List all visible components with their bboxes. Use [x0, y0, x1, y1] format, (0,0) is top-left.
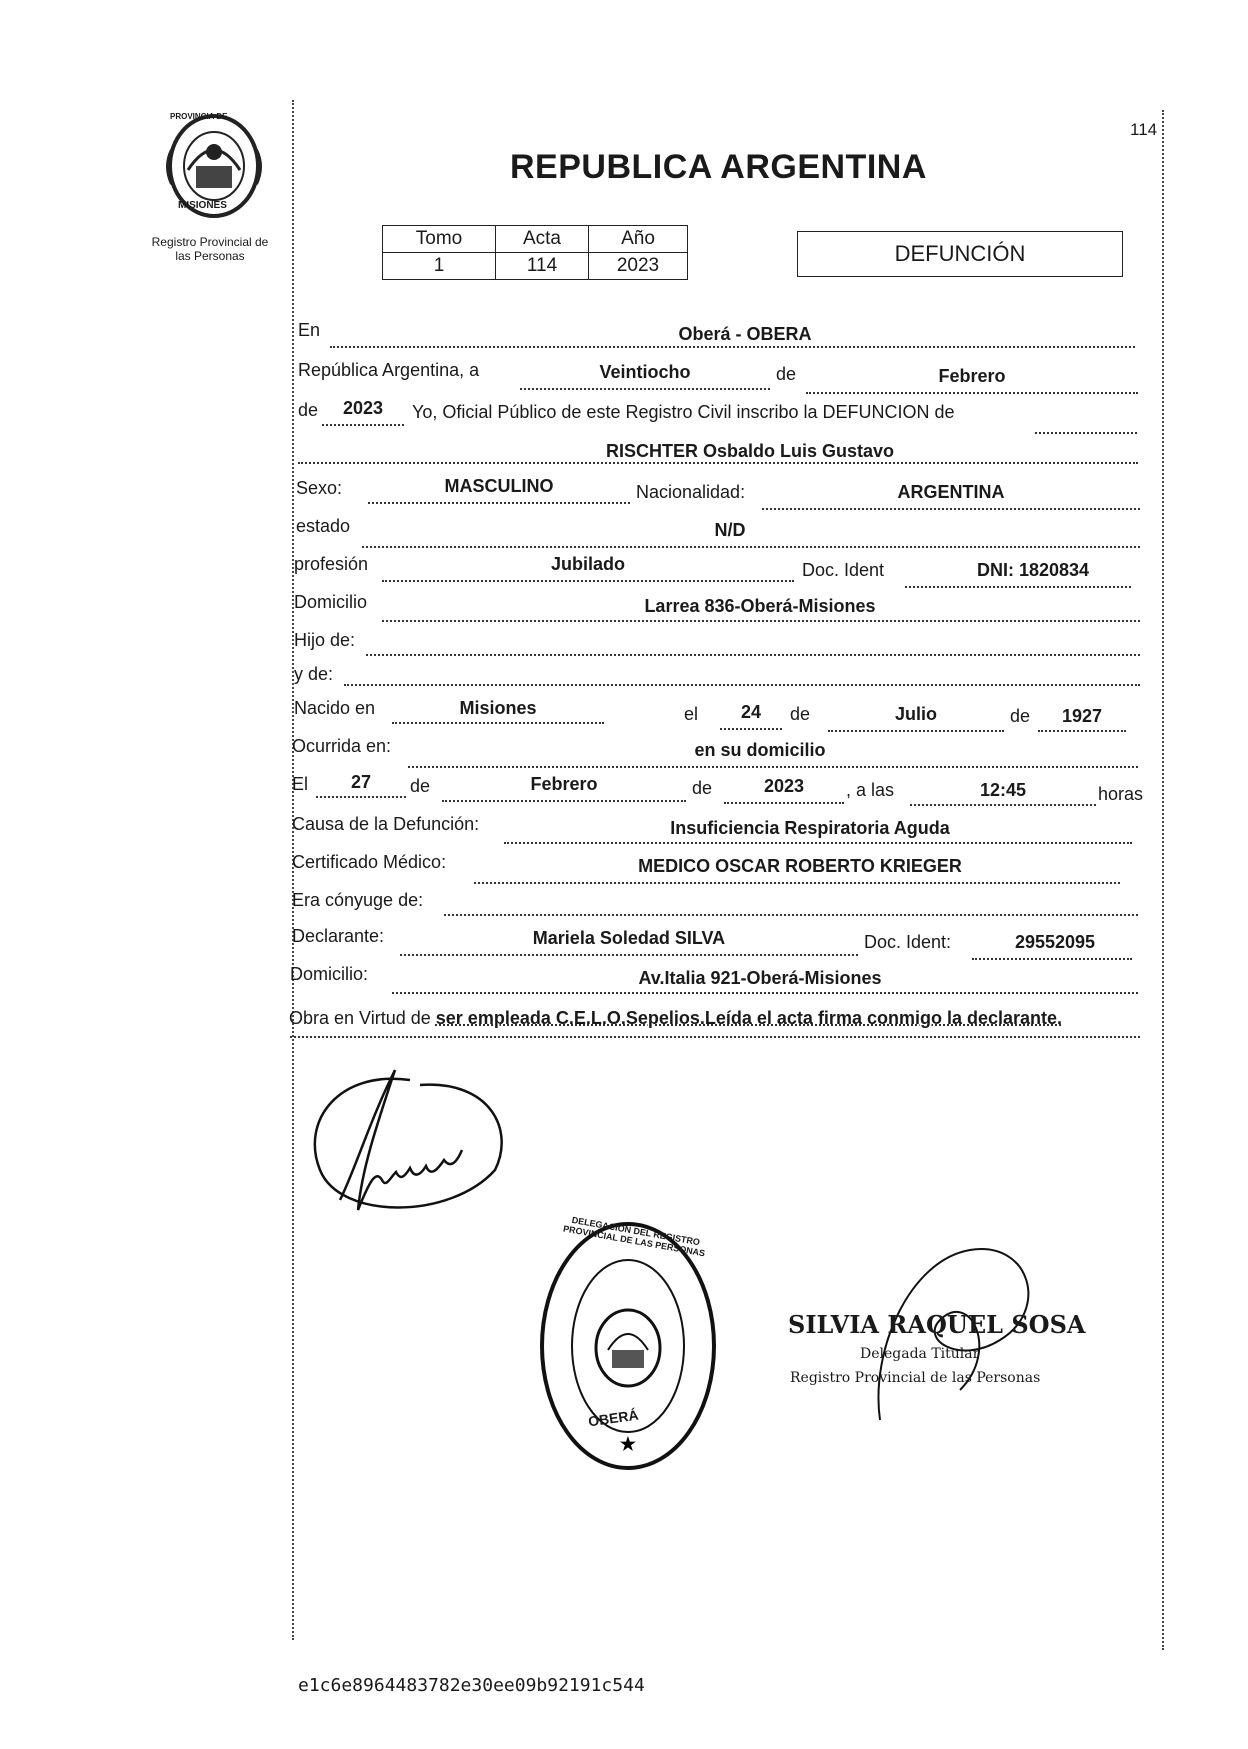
republica-label: República Argentina, a — [298, 360, 480, 380]
decl-doc-line — [972, 958, 1132, 960]
month-line — [806, 392, 1138, 394]
def-month-line — [442, 800, 686, 802]
decl-dom-line — [392, 992, 1138, 994]
domicilio-value: Larrea 836-Oberá-Misiones — [644, 596, 876, 616]
def-time-line — [910, 804, 1096, 806]
nac-year-line — [1038, 730, 1126, 732]
def-year: 2023 — [763, 776, 805, 796]
registry-label-line2: las Personas — [175, 249, 245, 263]
certificado-label: Certificado Médico: — [292, 852, 447, 872]
stamp-ring-text: DELEGACION DEL REGISTRO PROVINCIAL DE LAS PERSONAS — [562, 1214, 706, 1259]
year-line — [322, 424, 404, 426]
nac-month-line — [828, 730, 1004, 732]
def-de2-label: de — [692, 778, 713, 798]
nacido-lugar: Misiones — [459, 698, 537, 718]
nacido-line — [392, 722, 604, 724]
en-value: Oberá - OBERA — [678, 324, 812, 344]
en-label: En — [298, 320, 321, 340]
def-de1-label: de — [410, 776, 431, 796]
yde-line — [344, 684, 1140, 686]
def-day: 27 — [350, 772, 372, 792]
obra-prefix: Obra en Virtud de — [289, 1008, 431, 1028]
estado-line — [362, 546, 1140, 548]
causa-line — [504, 842, 1132, 844]
hijo-line — [366, 654, 1140, 656]
estado-value: N/D — [714, 520, 746, 540]
def-time: 12:45 — [979, 780, 1027, 800]
record-header-ano: Año — [589, 226, 688, 253]
causa-label: Causa de la Defunción: — [292, 814, 480, 834]
record-table — [382, 225, 688, 280]
doc-label: Doc. Ident — [802, 560, 885, 580]
official-org: Registro Provincial de las Personas — [790, 1370, 1041, 1386]
def-year-line — [724, 802, 844, 804]
alas-label: , a las — [846, 780, 895, 800]
hijo-label: Hijo de: — [294, 630, 356, 650]
inscribe-text: Yo, Oficial Público de este Registro Civil inscribo la DEFUNCION de — [412, 402, 955, 422]
record-header-acta: Acta — [496, 226, 589, 253]
obra-text: ser empleada C.E.L.O.Sepelios.Leída el acta firma conmigo la declarante. — [435, 1008, 1063, 1028]
nacido-el-label: el — [684, 704, 699, 724]
nacionalidad-line — [762, 508, 1140, 510]
conyuge-line — [444, 914, 1138, 916]
month-value: Febrero — [938, 366, 1006, 386]
decl-dom-label: Domicilio: — [290, 964, 369, 984]
declarante-value: Mariela Soledad SILVA — [532, 928, 726, 948]
right-margin-line — [1162, 110, 1164, 1650]
record-value-acta: 114 — [496, 253, 589, 280]
certificado-value: MEDICO OSCAR ROBERTO KRIEGER — [638, 856, 962, 876]
de-label-1: de — [776, 364, 797, 384]
document-hash: e1c6e8964483782e30ee09b92191c544 — [298, 1675, 645, 1696]
nac-month: Julio — [894, 704, 937, 724]
nac-year: 1927 — [1061, 706, 1103, 726]
causa-value: Insuficiencia Respiratoria Aguda — [670, 818, 950, 838]
profesion-line — [382, 580, 794, 582]
nac-de2-label: de — [1010, 706, 1031, 726]
year-prefix: de — [298, 400, 319, 420]
seal-text-top: PROVINCIA DE — [170, 112, 228, 121]
domicilio-label: Domicilio — [294, 592, 368, 612]
nac-day: 24 — [740, 702, 762, 722]
ocurrida-label: Ocurrida en: — [292, 736, 392, 756]
doc-value: DNI: 1820834 — [976, 560, 1090, 580]
sexo-value: MASCULINO — [444, 476, 554, 496]
decl-doc-value: 29552095 — [1014, 932, 1096, 952]
declarante-line — [400, 954, 858, 956]
registry-label-line1: Registro Provincial de — [151, 235, 269, 249]
profesion-value: Jubilado — [550, 554, 625, 574]
nac-day-line — [720, 728, 782, 730]
page-title: REPUBLICA ARGENTINA — [510, 148, 927, 186]
nacionalidad-value: ARGENTINA — [897, 482, 1005, 502]
record-value-tomo: 1 — [383, 253, 496, 280]
page-number: 114 — [1130, 120, 1158, 139]
def-day-line — [316, 796, 406, 798]
record-type-box: DEFUNCIÓN — [797, 231, 1123, 277]
en-line — [330, 346, 1135, 348]
ocurrida-line — [408, 766, 1138, 768]
official-role: Delegada Titular — [860, 1346, 980, 1362]
obra-end-line — [290, 1036, 1140, 1038]
sexo-line — [368, 502, 630, 504]
deceased-name: RISCHTER Osbaldo Luis Gustavo — [605, 441, 895, 461]
certificado-line — [474, 882, 1120, 884]
year-value: 2023 — [342, 398, 384, 418]
ocurrida-value: en su domicilio — [694, 740, 826, 760]
record-header-tomo: Tomo — [383, 226, 496, 253]
day-line — [520, 388, 770, 390]
horas-label: horas — [1098, 784, 1144, 804]
declarant-signature — [300, 1060, 510, 1230]
record-value-ano: 2023 — [589, 253, 688, 280]
declarante-label: Declarante: — [292, 926, 385, 946]
official-name: SILVIA RAQUEL SOSA — [788, 1310, 1086, 1339]
record-table-value-row — [383, 253, 688, 280]
doc-line — [905, 586, 1131, 588]
svg-text:★: ★ — [619, 1434, 637, 1454]
yde-label: y de: — [294, 664, 334, 684]
seal-text-bottom: MISIONES — [178, 200, 227, 211]
sexo-label: Sexo: — [296, 478, 343, 498]
nacido-label: Nacido en — [294, 698, 376, 718]
el2-label: El — [292, 774, 309, 794]
def-month: Febrero — [530, 774, 598, 794]
decl-dom-value: Av.Italia 921-Oberá-Misiones — [638, 968, 882, 988]
estado-label: estado — [296, 516, 351, 536]
domicilio-line — [382, 620, 1140, 622]
nacionalidad-label: Nacionalidad: — [636, 482, 746, 502]
profesion-label: profesión — [294, 554, 369, 574]
obra-paragraph — [289, 1003, 1155, 1033]
nac-de1-label: de — [790, 704, 811, 724]
decl-doc-label: Doc. Ident: — [864, 932, 952, 952]
deceased-line — [298, 462, 1138, 464]
stamp-city: OBERÁ — [587, 1406, 640, 1430]
day-words: Veintiocho — [599, 362, 691, 382]
inscribe-line — [1035, 432, 1137, 434]
registry-label — [130, 235, 290, 263]
record-table-header-row — [383, 226, 688, 253]
conyuge-label: Era cónyuge de: — [292, 890, 424, 910]
